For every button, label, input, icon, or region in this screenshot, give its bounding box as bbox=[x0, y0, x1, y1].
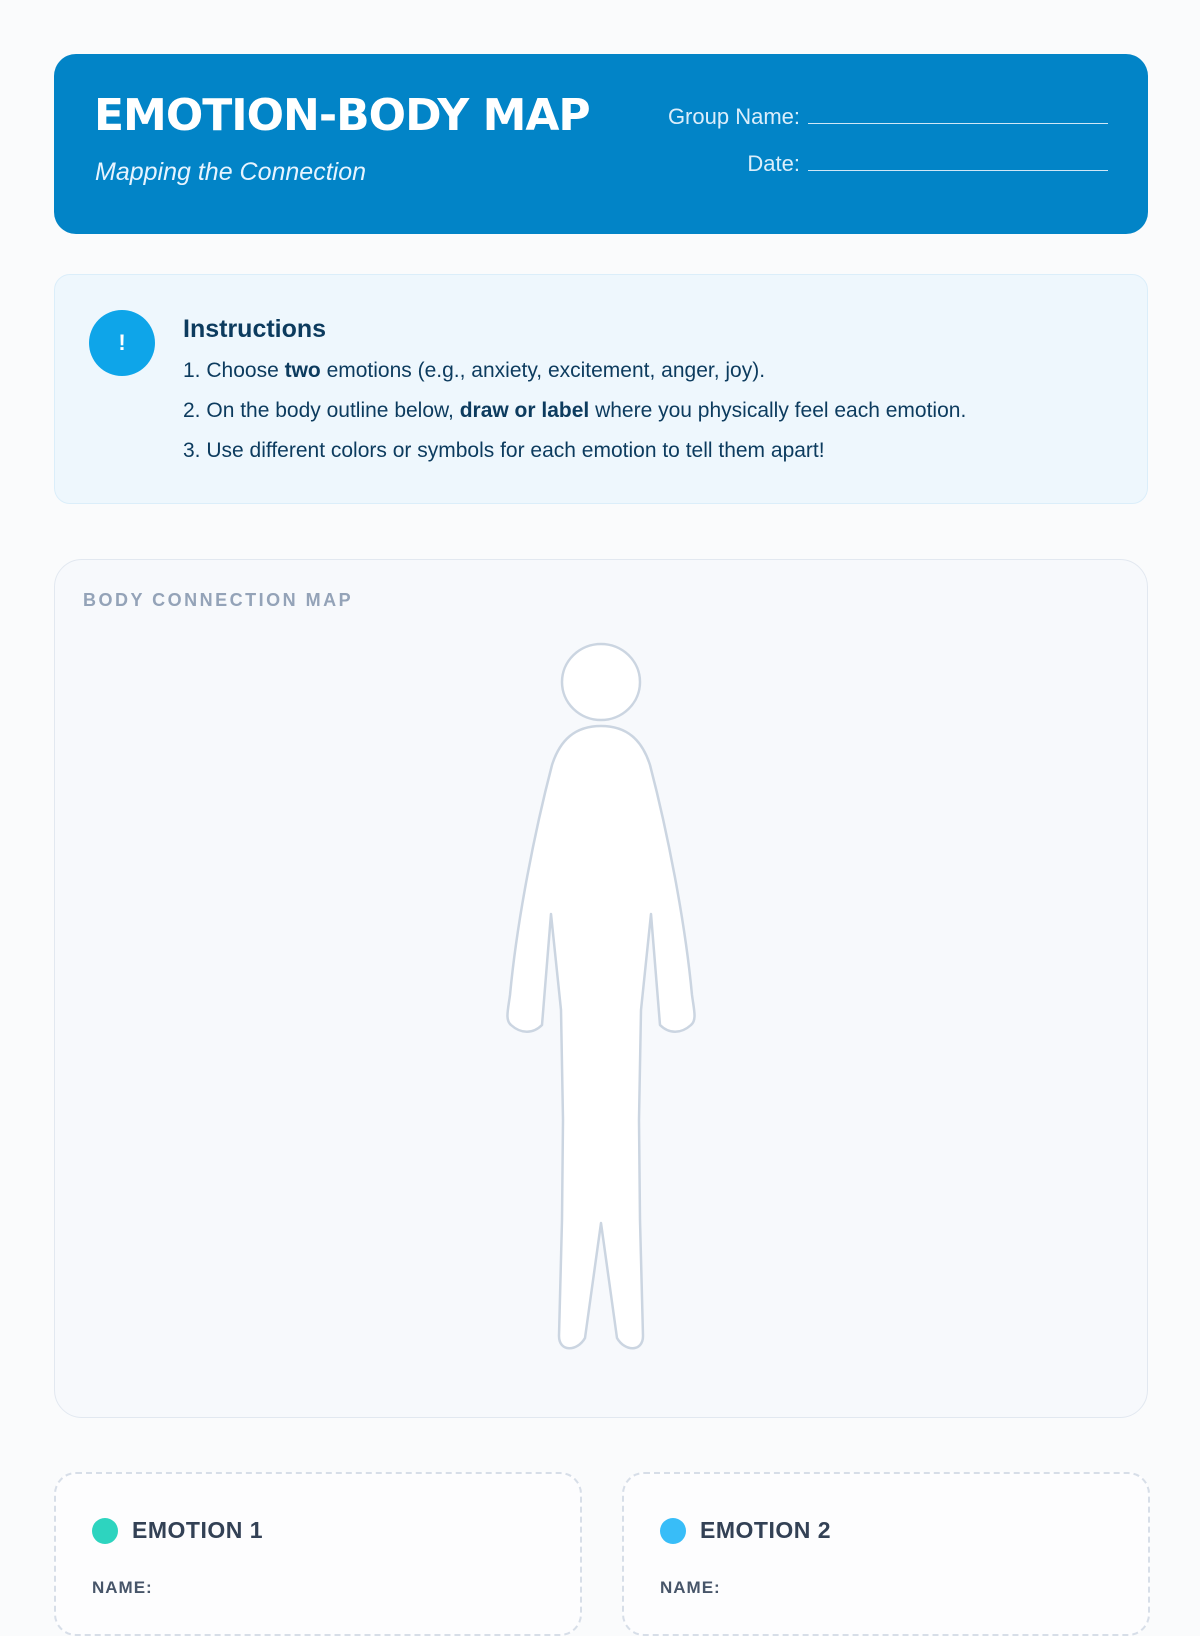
instructions-panel bbox=[54, 274, 1148, 504]
instructions-list bbox=[183, 357, 966, 477]
body-map-label: BODY CONNECTION MAP bbox=[83, 590, 354, 610]
group-name-line[interactable] bbox=[808, 105, 1108, 124]
group-name-label: Group Name: bbox=[667, 104, 800, 129]
instruction-item: 1. Choose two emotions (e.g., anxiety, excitement, anger, joy). bbox=[183, 359, 766, 382]
instructions-title: Instructions bbox=[183, 315, 327, 343]
group-name-field[interactable] bbox=[668, 104, 1108, 130]
instruction-item: 2. On the body outline below, draw or label where you physically feel each emotion. bbox=[183, 399, 967, 422]
page-title: EMOTION-BODY MAP bbox=[94, 90, 590, 141]
emotion-2-card[interactable] bbox=[622, 1472, 1150, 1636]
page-subtitle: Mapping the Connection bbox=[95, 158, 367, 186]
emotion-2-title: EMOTION 2 bbox=[700, 1517, 832, 1543]
body-torso-outline bbox=[507, 726, 694, 1348]
emotion-1-name-label: NAME: bbox=[92, 1578, 153, 1597]
emotion-2-name-label: NAME: bbox=[660, 1578, 721, 1597]
emotion-1-card[interactable] bbox=[54, 1472, 582, 1636]
body-head bbox=[562, 644, 640, 720]
date-label: Date: bbox=[747, 151, 800, 176]
date-line[interactable] bbox=[808, 152, 1108, 171]
emotion-1-title: EMOTION 1 bbox=[132, 1517, 264, 1543]
date-field[interactable] bbox=[747, 151, 1108, 177]
body-map-panel[interactable] bbox=[54, 559, 1148, 1418]
emotion-1-color-dot bbox=[92, 1518, 118, 1544]
instruction-item: 3. Use different colors or symbols for each emotion to tell them apart! bbox=[183, 439, 825, 462]
header-banner bbox=[54, 54, 1148, 234]
body-outline-icon[interactable] bbox=[55, 560, 1147, 1417]
emotion-2-color-dot bbox=[660, 1518, 686, 1544]
exclamation-icon: ! bbox=[89, 310, 155, 376]
